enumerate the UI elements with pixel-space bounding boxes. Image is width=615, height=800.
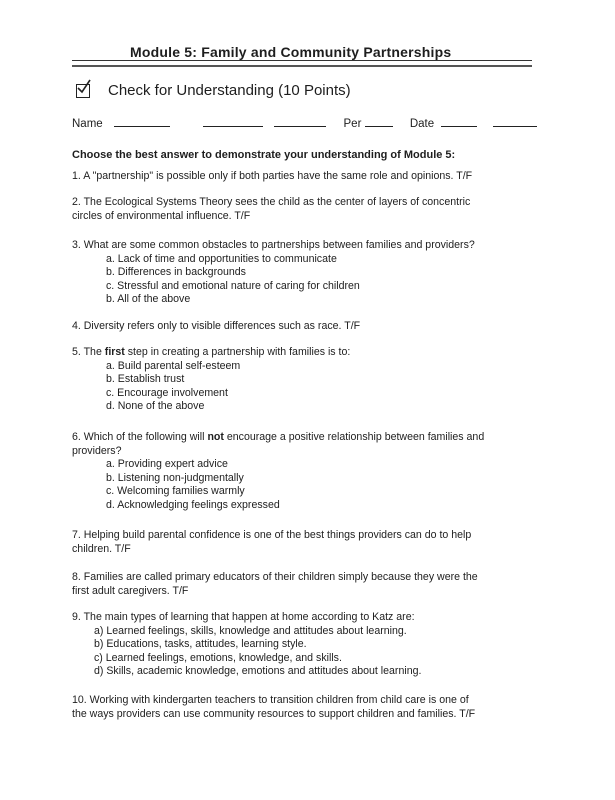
name-label: Name [72,118,103,130]
date-blank-2[interactable] [493,116,537,127]
name-blank-first[interactable] [114,116,170,127]
question-line: 2. The Ecological Systems Theory sees the child as the center of layers of concentric [72,196,471,208]
section-heading: Check for Understanding (10 Points) [108,82,351,99]
question-5 [72,346,542,414]
answer-option[interactable]: b) Educations, tasks, attitudes, learning style. [94,638,307,650]
per-blank[interactable] [365,116,393,127]
question-7 [72,529,542,556]
question-line [72,431,542,445]
page-title: Module 5: Family and Community Partnerships [130,44,452,60]
name-blank-middle[interactable] [203,116,263,127]
answer-option[interactable]: a) Learned feelings, skills, knowledge and attitudes about learning. [94,624,407,637]
question-line: 1. A "partnership" is possible only if both parties have the same role and opinions. T/F [72,170,473,182]
question-line: circles of environmental influence. T/F [72,209,251,222]
question-2 [72,196,542,223]
title-rule-top [72,60,532,61]
question-text-post: step in creating a partnership with families is to: [124,346,351,358]
checkmark-icon [76,79,92,95]
answer-option[interactable]: d. None of the above [106,400,205,412]
question-1 [72,170,542,184]
date-blank-1[interactable] [441,116,477,127]
question-line: 8. Families are called primary educators of their children simply because they were the [72,571,478,583]
question-text-pre: 6. Which of the following will [72,431,208,443]
question-text-emphasis: first [104,346,125,358]
instructions: Choose the best answer to demonstrate your understanding of Module 5: [72,149,456,161]
question-10 [72,694,542,721]
checkbox-icon [76,84,90,98]
answer-option[interactable]: c. Encourage involvement [106,386,228,399]
answer-option[interactable]: a. Build parental self-esteem [106,359,241,372]
question-line [72,346,542,360]
question-line: first adult caregivers. T/F [72,584,189,597]
answer-option[interactable]: d. Acknowledging feelings expressed [106,498,280,511]
answer-option[interactable]: b. Listening non-judgmentally [106,471,244,484]
student-info-row [72,116,537,130]
title-rule-bottom [72,65,532,67]
question-text-emphasis: not [207,431,224,443]
answer-option[interactable]: c. Stressful and emotional nature of caring for children [106,279,360,292]
question-line: 4. Diversity refers only to visible differences such as race. T/F [72,320,361,332]
question-line: children. T/F [72,542,131,555]
question-line: providers? [72,444,122,457]
answer-option[interactable]: b. Differences in backgrounds [106,266,246,278]
question-line: the ways providers can use community resources to support children and families. T/F [72,707,476,720]
answer-option[interactable]: a. Providing expert advice [106,458,228,470]
question-text-post: encourage a positive relationship between families and [223,431,485,443]
answer-option[interactable]: c) Learned feelings, emotions, knowledge, and skills. [94,651,342,664]
answer-option[interactable]: c. Welcoming families warmly [106,485,245,497]
question-9 [72,611,542,679]
check-header [76,82,351,99]
question-line: 10. Working with kindergarten teachers to transition children from child care is one of [72,694,469,706]
date-label: Date [409,118,435,130]
question-line: 9. The main types of learning that happen at home according to Katz are: [72,611,415,623]
answer-option[interactable]: b. Establish trust [106,373,185,385]
question-4 [72,320,542,334]
answer-option[interactable]: b. All of the above [106,293,191,305]
answer-option[interactable]: a. Lack of time and opportunities to communicate [106,252,337,265]
name-blank-last[interactable] [274,116,326,127]
question-6 [72,431,542,512]
question-line: 7. Helping build parental confidence is one of the best things providers can do to help [72,529,472,541]
question-line: 3. What are some common obstacles to partnerships between families and providers? [72,239,475,251]
question-3 [72,239,542,307]
answer-option[interactable]: d) Skills, academic knowledge, emotions and attitudes about learning. [94,665,422,677]
question-8 [72,571,542,598]
per-label: Per [343,118,362,130]
question-text-pre: 5. The [72,346,105,358]
